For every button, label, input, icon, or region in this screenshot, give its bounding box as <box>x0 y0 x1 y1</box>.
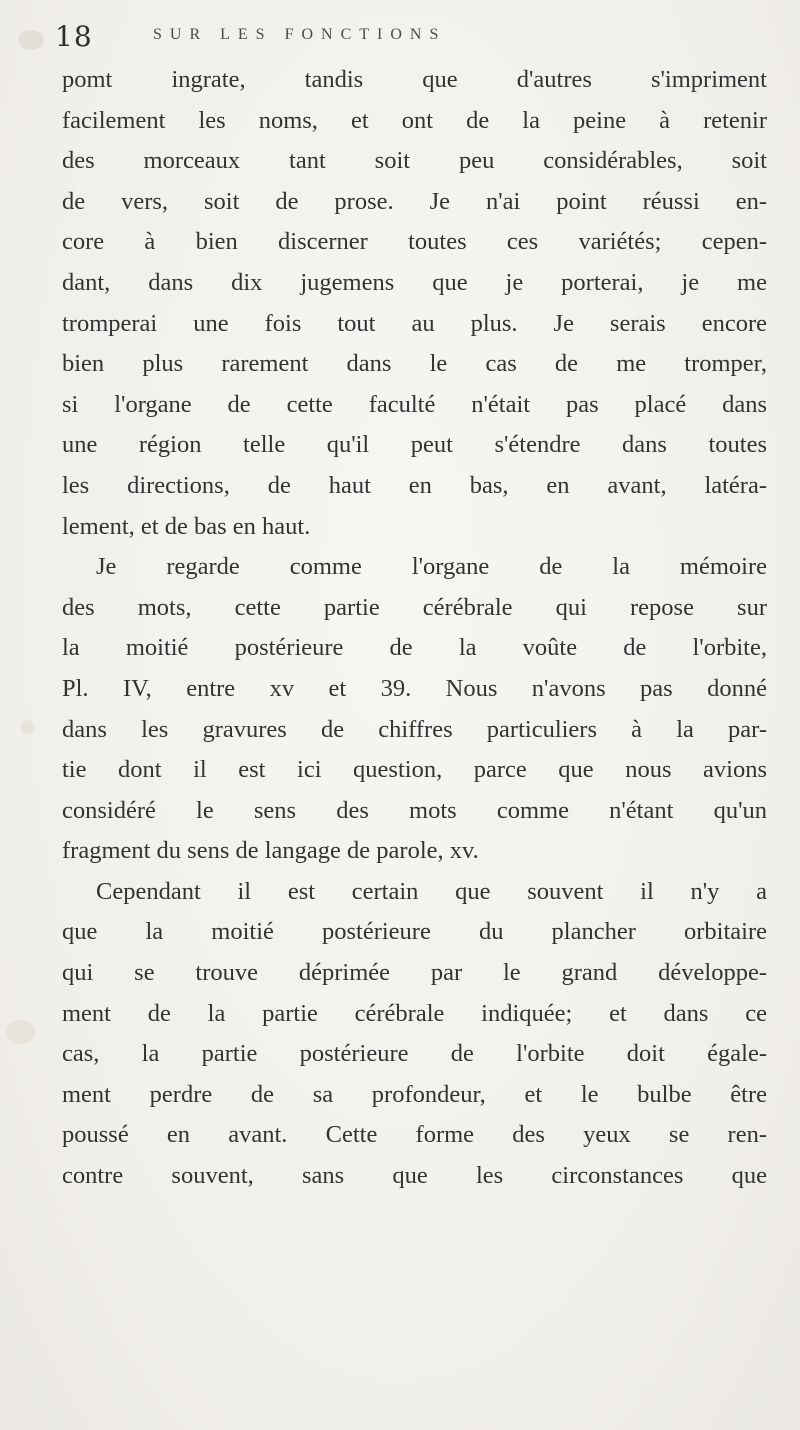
text-line: des morceaux tant soit peu considérables, soit <box>62 147 767 175</box>
body-text <box>62 60 767 1197</box>
text-line: dans les gravures de chiffres particuliers à la par- <box>62 715 767 743</box>
text-line: dant, dans dix jugemens que je porterai, je me <box>62 268 767 296</box>
paper-stain <box>18 30 44 50</box>
paper-stain <box>20 720 34 734</box>
text-line: que la moitié postérieure du plancher orbitaire <box>62 918 767 946</box>
page-number: 18 <box>55 20 93 53</box>
paragraph-end-line: lement, et de bas en haut. <box>62 512 311 540</box>
text-line: contre souvent, sans que les circonstances que <box>62 1162 767 1190</box>
text-line: pomt ingrate, tandis que d'autres s'impriment <box>62 66 767 93</box>
text-line: core à bien discerner toutes ces variétés; cepen- <box>62 228 767 256</box>
paragraph-start-line: Je regarde comme l'organe de la mémoire <box>96 553 767 581</box>
text-line: considéré le sens des mots comme n'étant qu'un <box>62 796 767 824</box>
text-line: tromperai une fois tout au plus. Je serais encore <box>62 309 767 337</box>
text-line: les directions, de haut en bas, en avant, latéra- <box>62 471 767 499</box>
text-line: la moitié postérieure de la voûte de l'orbite, <box>62 634 767 662</box>
text-line: ment perdre de sa profondeur, et le bulbe être <box>62 1080 767 1108</box>
running-head: SUR LES FONCTIONS <box>153 26 447 43</box>
text-line: une région telle qu'il peut s'étendre dans toutes <box>62 431 767 459</box>
text-line: tie dont il est ici question, parce que nous avions <box>62 756 767 784</box>
text-line: qui se trouve déprimée par le grand développe- <box>62 959 767 987</box>
text-line: cas, la partie postérieure de l'orbite doit égale- <box>62 1040 767 1068</box>
text-line: si l'organe de cette faculté n'était pas placé dans <box>62 390 767 418</box>
text-line: de vers, soit de prose. Je n'ai point réussi en- <box>62 187 767 215</box>
paragraph-start-line: Cependant il est certain que souvent il n'y a <box>96 877 767 905</box>
page-header <box>55 20 755 60</box>
paper-stain <box>6 1020 36 1044</box>
text-line: facilement les noms, et ont de la peine à retenir <box>62 106 767 134</box>
text-line: bien plus rarement dans le cas de me tromper, <box>62 350 767 378</box>
text-line: Pl. IV, entre xv et 39. Nous n'avons pas donné <box>62 674 767 702</box>
text-line: poussé en avant. Cette forme des yeux se ren- <box>62 1121 767 1149</box>
text-line: ment de la partie cérébrale indiquée; et dans ce <box>62 999 767 1027</box>
paragraph-end-line: fragment du sens de langage de parole, xv. <box>62 837 479 865</box>
text-line: des mots, cette partie cérébrale qui repose sur <box>62 593 767 621</box>
